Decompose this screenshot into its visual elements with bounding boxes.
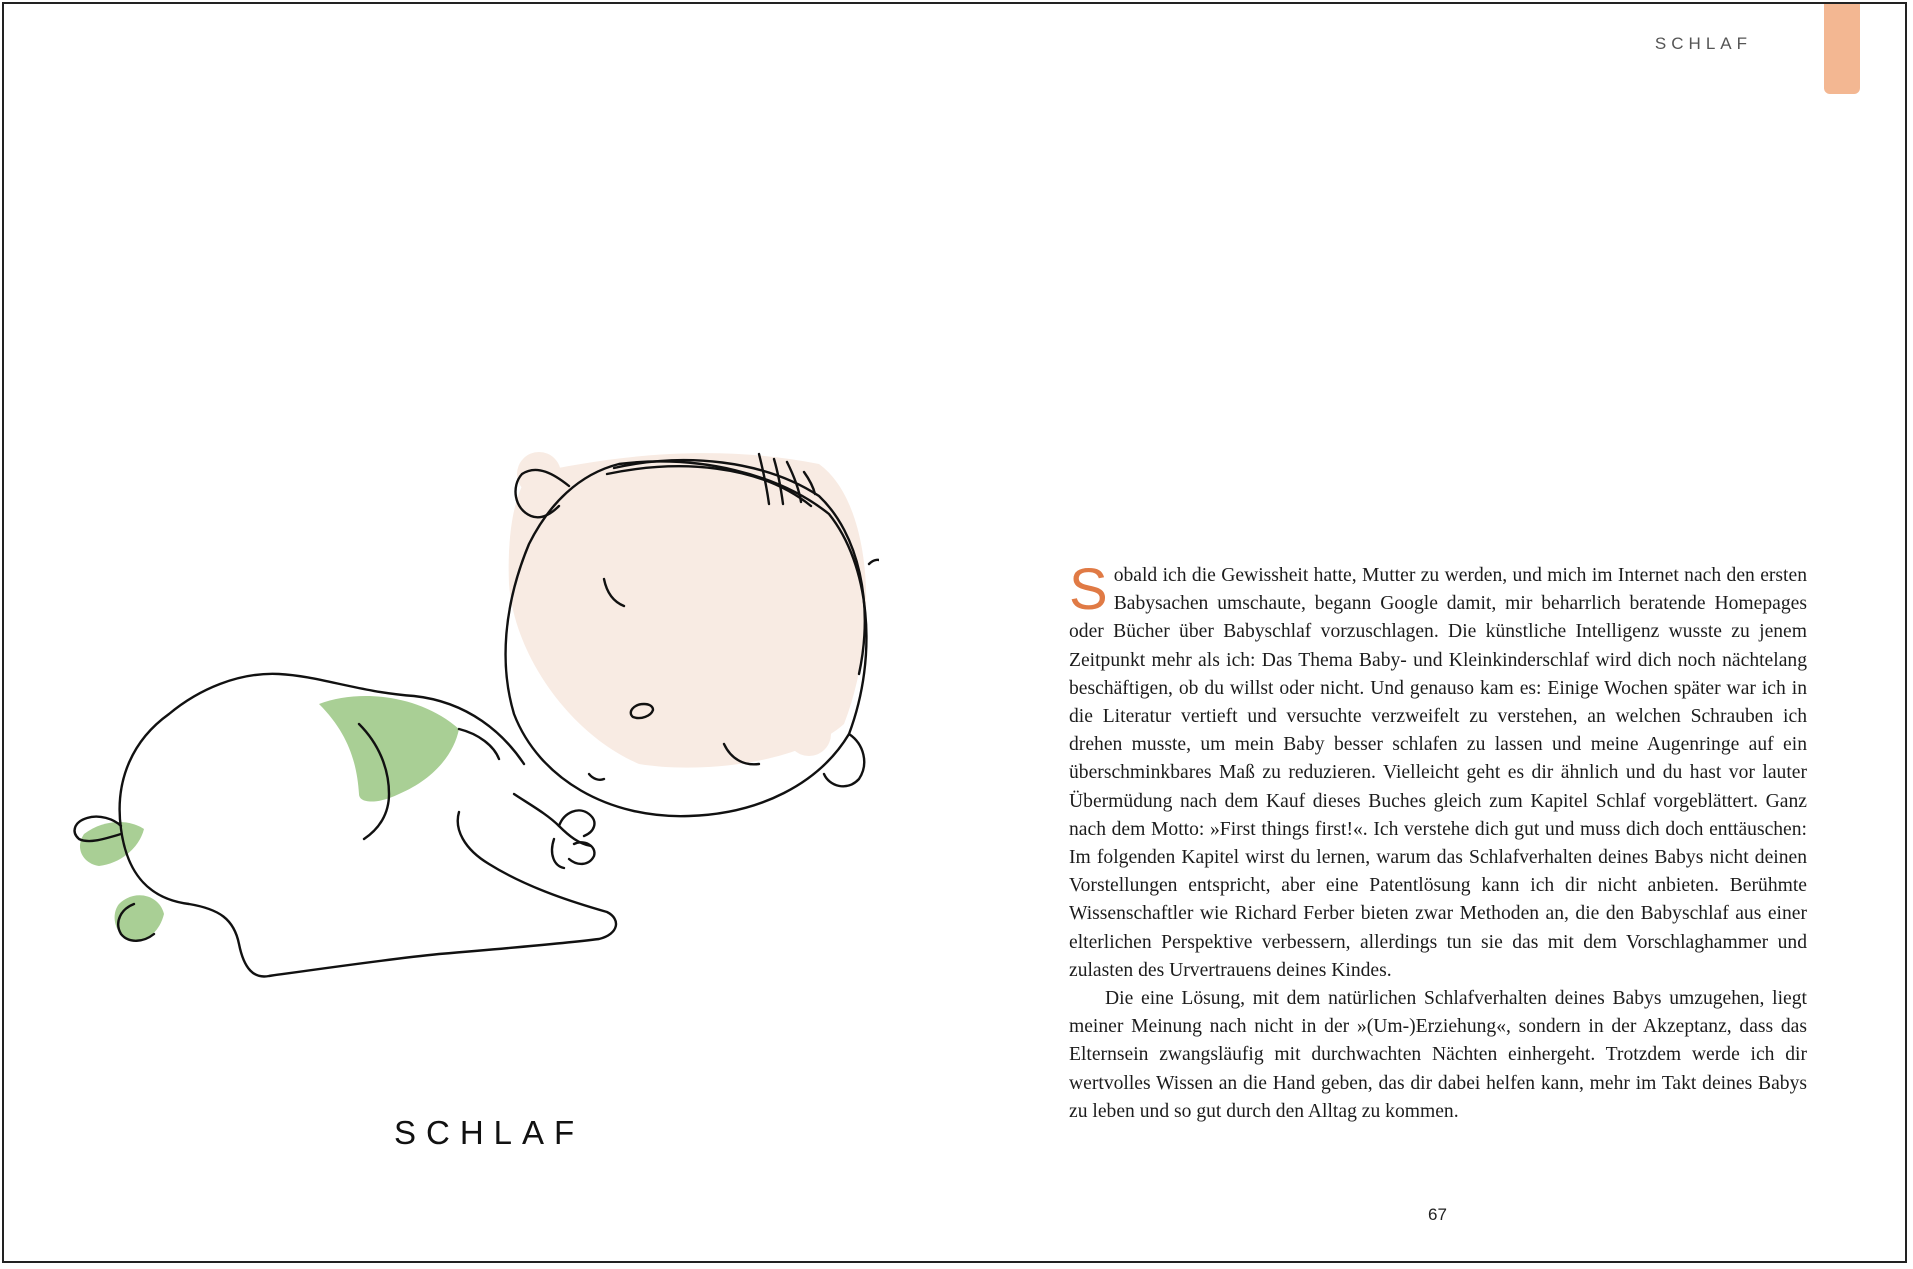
sleeping-baby-icon [59,434,879,994]
chapter-heading: SCHLAF [394,1114,585,1151]
book-spread-frame [2,2,1907,1263]
book-spread [4,4,1905,1261]
paragraph-1-text: obald ich die Gewissheit hatte, Mutter zu werden, und mich im Internet nach den ersten Babysachen umschaute, begann Google damit, mir beharrlich beratende Homepages oder Bücher über Babyschlaf vorzuschlagen. Die künstliche Intelligenz wusste zu jenem Zeitpunkt mehr als ich: Das Thema Baby- und Kleinkinderschlaf wird dich noch nächtelang beschäftigen, ob du willst oder nicht. Und genauso kam es: Einige Wochen später war ich in die Literatur vertieft und versuchte verzweifelt zu verstehen, an welchen Schrauben ich drehen musste, um mein Baby besser schlafen zu lassen und meine Augenringe auf ein überschminkbares Maß zu reduzieren. Vielleicht geht es dir ähnlich und du hast vor lauter Übermüdung nach dem Kauf dieses Buches gleich zum Kapitel Schlaf vorgeblättert. Ganz nach dem Motto: »First things first!«. Ich verstehe dich gut und muss dich doch enttäuschen: Im folgenden Kapitel wirst du lernen, warum das Schlafverhalten deines Babys nicht deinen Vorstellungen entspricht, aber eine Patentlösung kann ich dir nicht anbieten. Berühmte Wissenschaftler wie Richard Ferber bieten zwar Methoden an, die den Babyschlaf aus einer elterlichen Perspektive verbessern, allerdings tun sie das mit dem Vorschlaghammer und zulasten des Urvertrauens deines Kindes. [1069,565,1807,981]
page-number: 67 [1428,1205,1447,1224]
drop-cap: S [1069,557,1108,622]
paragraph-1 [1069,557,1807,985]
running-title: SCHLAF [1654,34,1752,53]
chapter-tab-marker [1824,4,1860,94]
body-text [1069,557,1807,1126]
paragraph-2: Die eine Lösung, mit dem natürlichen Schlafverhalten deines Babys umzugehen, liegt meiner Meinung nach nicht in der »(Um-)Erziehung«, sondern in der Akzeptanz, dass das Elternsein zwangsläufig mit durchwachten Nächten einhergeht. Trotzdem werde ich dir wertvolles Wissen an die Hand geben, das dir dabei helfen kann, mehr im Takt deines Babys zu leben und so gut durch den Alltag zu kommen. [1069,988,1807,1122]
